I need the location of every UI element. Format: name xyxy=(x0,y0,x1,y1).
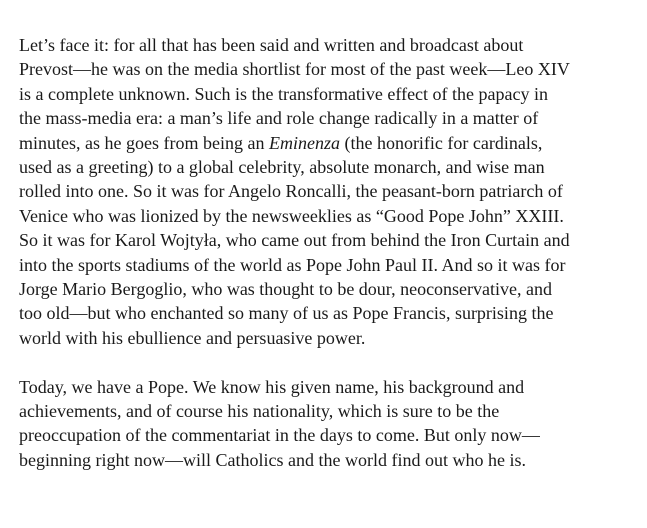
text-line: Let’s face it: for all that has been said and written and broadcast about xyxy=(19,35,524,55)
text-segment: (the honorific for cardinals, xyxy=(339,132,543,153)
text-line: Venice who was lionized by the newsweeklies as “Good Pope John” XXIII. xyxy=(19,205,564,226)
text-line: rolled into one. So it was for Angelo Roncalli, the peasant-born patriarch of xyxy=(19,181,563,202)
text-line: is a complete unknown. Such is the transformative effect of the papacy in xyxy=(19,83,549,104)
text-line: too old—but who enchanted so many of us as Pope Francis, surprising the xyxy=(19,303,554,324)
text-line: beginning right now—will Catholics and the world find out who he is. xyxy=(19,449,526,470)
text-line: Jorge Mario Bergoglio, who was thought to be dour, neoconservative, and xyxy=(19,279,553,300)
text-segment: minutes, as he goes from being an xyxy=(19,132,269,153)
article-body xyxy=(19,33,641,472)
text-line: So it was for Karol Wojtyła, who came out from behind the Iron Curtain and xyxy=(19,230,570,251)
text-line: preoccupation of the commentariat in the days to come. But only now— xyxy=(19,425,540,446)
text-line: achievements, and of course his nationality, which is sure to be the xyxy=(19,401,500,422)
text-line: Today, we have a Pope. We know his given name, his background and xyxy=(19,376,525,397)
text-line: used as a greeting) to a global celebrity, absolute monarch, and wise man xyxy=(19,157,545,178)
text-line: world with his ebullience and persuasive power. xyxy=(19,327,366,348)
text-line xyxy=(19,131,641,155)
italic-term-eminenza: Eminenza xyxy=(268,132,340,153)
text-line: into the sports stadiums of the world as Pope John Paul II. And so it was for xyxy=(19,254,566,275)
text-line: the mass-media era: a man’s life and role change radically in a matter of xyxy=(19,108,539,129)
paragraph-2 xyxy=(19,375,641,473)
paragraph-1 xyxy=(19,33,641,350)
text-line: Prevost—he was on the media shortlist for most of the past week—Leo XIV xyxy=(19,59,570,80)
